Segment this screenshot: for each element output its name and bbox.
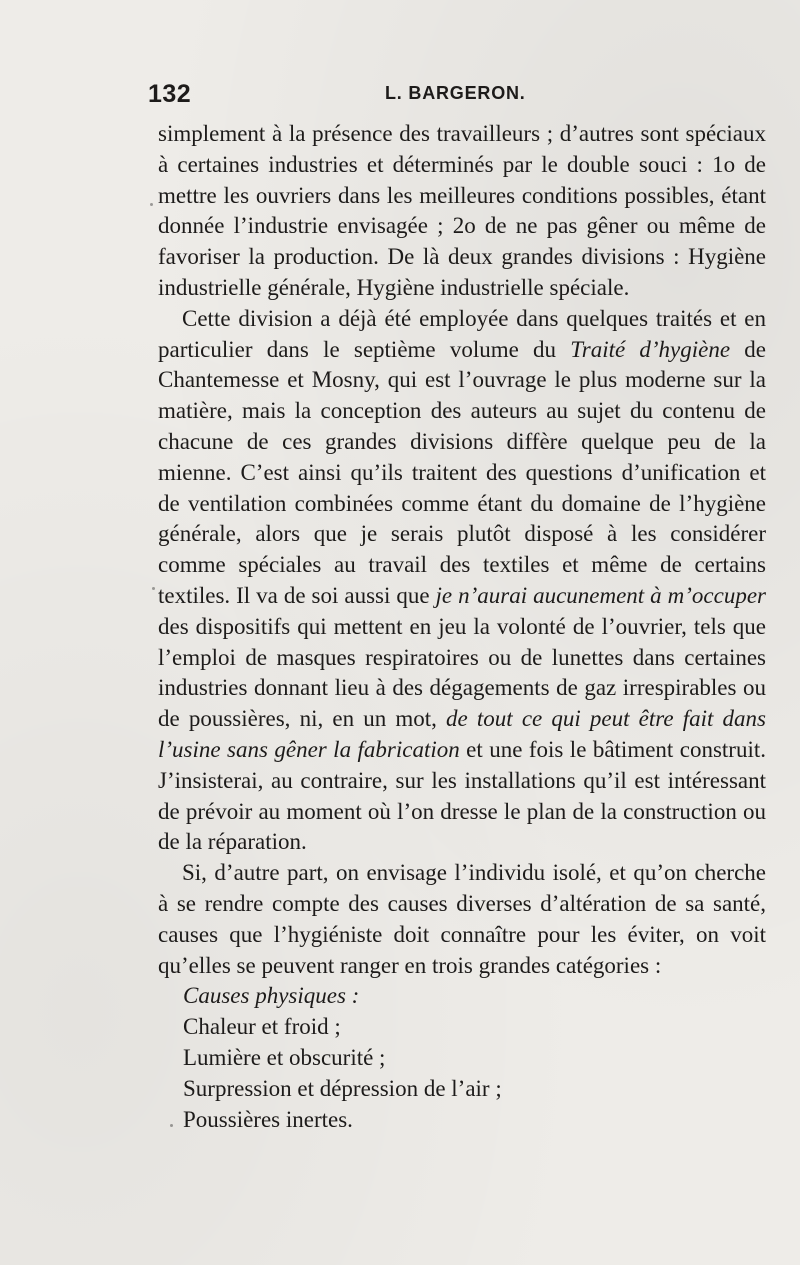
- print-speck: [150, 203, 153, 206]
- paragraph-2-italic-3: de tout ce qui peut être fait dans l’usine sans gêner la fabrication: [158, 706, 767, 762]
- running-head: L. BARGERON.: [385, 83, 526, 103]
- paragraph-2: [158, 304, 766, 858]
- paragraph-2-italic-1: Traité d’hygiène: [570, 336, 731, 362]
- list-item: Surpression et dépression de l’air ;: [183, 1075, 502, 1101]
- paragraph-2-text-4: et une fois le bâtiment construit. J’insisterai, au contraire, sur les installations qu’il est intéressant de prévoir au moment où l’on dresse le plan de la construction ou de la réparation.: [158, 736, 766, 855]
- paragraph-2-text-1: Cette division a déjà été employée dans quelques traités et en particulier dans le septième volume du: [158, 305, 766, 362]
- paragraph-2-italic-2: je n’aurai aucunement à m’occuper: [435, 582, 766, 608]
- paragraph-1: simplement à la présence des travailleurs ; d’autres sont spéciaux à certaines industries et déterminés par le double souci : 1o de mettre les ouvriers dans les meilleures conditions possibles, étant donnée l’industrie envisagée ; 2o de ne pas gêner ou même de favoriser la production. De là deux grandes divisions : Hygiène industrielle générale, Hygiène industrielle spéciale.: [158, 121, 766, 300]
- list-item: Poussières inertes.: [183, 1106, 353, 1132]
- list-item: Chaleur et froid ;: [183, 1014, 341, 1040]
- body-text: [158, 119, 766, 1135]
- print-speck: [152, 587, 155, 590]
- page-number: 132: [148, 80, 192, 108]
- list-heading: Causes physiques :: [183, 983, 360, 1009]
- print-speck: [170, 1124, 173, 1127]
- paragraph-3: Si, d’autre part, on envisage l’individu isolé, et qu’on cherche à se rendre compte des causes diverses d’altération de sa santé, causes que l’hygiéniste doit connaître pour les éviter, on voit qu’elles se peuvent ranger en trois grandes catégories :: [158, 860, 766, 978]
- list-item: Lumière et obscurité ;: [183, 1044, 386, 1070]
- paragraph-2-text-3: des dispositifs qui mettent en jeu la volonté de l’ouvrier, tels que l’emploi de masques respiratoires ou de lunettes dans certaines industries donnant lieu à des dégagements de gaz irrespirables ou de poussières, ni, en un mot,: [158, 613, 766, 732]
- page-header: [148, 80, 788, 114]
- paragraph-2-text-2: de Chantemesse et Mosny, qui est l’ouvrage le plus moderne sur la matière, mais la conception des auteurs au sujet du contenu de chacune de ces grandes divisions diffère quelque peu de la mienne. C’est ainsi qu’ils traitent des questions d’unification et de ventilation combinées comme étant du domaine de l’hygiène générale, alors que je serais plutôt disposé à les considérer comme spéciales au travail des textiles et même de certains textiles. Il va de soi aussi que: [158, 336, 766, 608]
